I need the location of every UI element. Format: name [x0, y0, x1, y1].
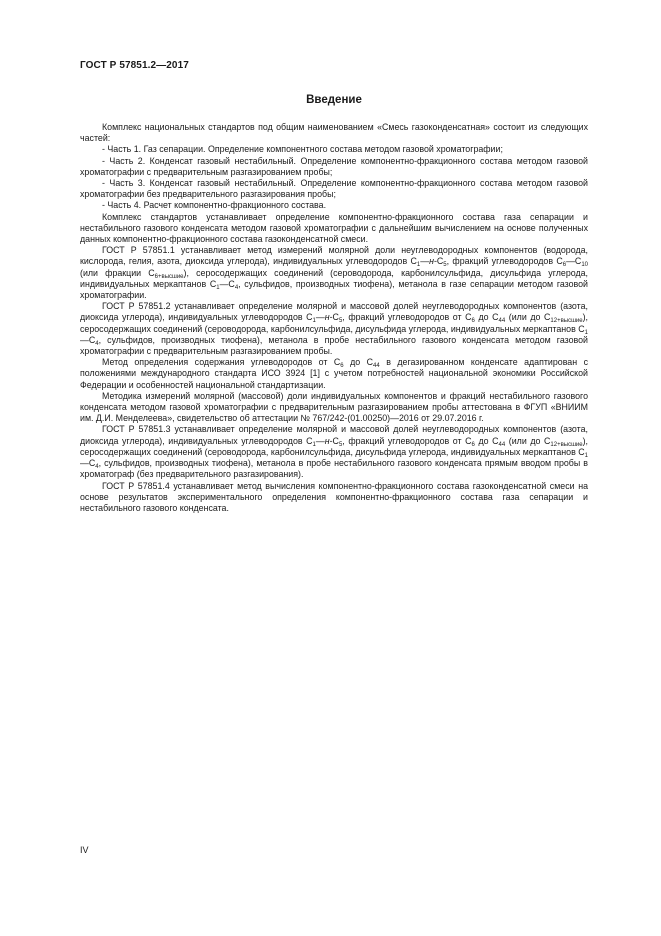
section-title: Введение — [306, 94, 362, 106]
gost-57851-1-paragraph: ГОСТ Р 57851.1 устанавливает метод измерений молярной доли неуглеводородных компонентов (водорода, кислорода, гелия, азота, диоксида углерода), индивидуальных углеводородов $С_1—н-С_5$, фракций углеводородов $С_6—С_{10}$ (или фракции $С_{6+высшие}$), серосодержащих соединений (сероводорода, карбонилсульфида, дисульфида углерода, индивидуальных меркаптанов $С_1—С_4$, сульфидов, производных тиофена), метанола в газе сепарации методом газовой хроматографии. — [80, 245, 588, 301]
methodology-paragraph: Методика измерений молярной (массовой) доли индивидуальных компонентов и фракций нестабильного газового конденсата методом газовой хроматографии с предварительным разгазированием пробы аттестована в ФГУП «ВНИИМ им. Д.И. Менделеева», свидетельство об аттестации № 767/242-(01.00250)—2016 от 29.07.2016 г. — [80, 390, 588, 424]
list-item-part-3: - Часть 3. Конденсат газовый нестабильный. Определение компонентно-фракционного состава методом газовой хроматографии без предварительного разгазирования пробы; — [80, 178, 588, 200]
gost-57851-2-paragraph: ГОСТ Р 57851.2 устанавливает определение молярной и массовой долей неуглеводородных компонентов (азота, диоксида углерода), индивидуальных углеводородов $С_1—н-С_5$, фракций углеводородов от $С_6$ до $С_{44}$ (или до $С_{12+высшие}$), серосодержащих соединений (сероводорода, карбонилсульфида, дисульфида углерода, индивидуальных меркаптанов $С_1—С_4$, сульфидов, производных тиофена), метанола в пробе нестабильного газового конденсата методом газовой хроматографии с предварительным разгазированием пробы. — [80, 301, 588, 357]
page-number: IV — [80, 845, 89, 855]
gost-57851-4-paragraph: ГОСТ Р 57851.4 устанавливает метод вычисления компонентно-фракционного состава газоконденсатной смеси на основе результатов экспериментального определения компонентно-фракционного состава газа сепарации и нестабильного газового конденсата. — [80, 480, 588, 513]
method-paragraph: Метод определения содержания углеводородов от $С_6$ до $С_{44}$ в дегазированном конденсате адаптирован с положениями международного стандарта ИСО 3924 [1] с учетом потребностей национальной экономики Российской Федерации и особенностей национальной стандартизации. — [80, 357, 588, 390]
gost-57851-3-paragraph: ГОСТ Р 57851.3 устанавливает определение молярной и массовой долей неуглеводородных компонентов (азота, диоксида углерода), индивидуальных углеводородов $С_1—н-С_5$, фракций углеводородов от $С_6$ до $С_{44}$ (или до $С_{12+высшие}$), серосодержащих соединений (сероводорода, карбонилсульфида, дисульфида углерода, индивидуальных меркаптанов $С_1—С_4$, сульфидов, производных тиофена), метанола в пробе нестабильного газового конденсата прямым вводом пробы в хроматограф (без предварительного разгазирования). — [80, 424, 588, 480]
list-item-part-1: - Часть 1. Газ сепарации. Определение компонентного состава методом газовой хроматографии; — [102, 144, 503, 155]
introduction-body — [80, 122, 588, 514]
complex-paragraph: Комплекс стандартов устанавливает определение компонентно-фракционного состава газа сепарации и нестабильного газового конденсата методом газовой хроматографии с дальнейшим вычислением на основе полученных данных компонентно-фракционного состава газоконденсатной смеси. — [80, 211, 588, 245]
list-item-part-4: - Часть 4. Расчет компонентно-фракционного состава. — [102, 200, 327, 211]
list-item-part-2: - Часть 2. Конденсат газовый нестабильный. Определение компонентно-фракционного состава методом газовой хроматографии с предварительным разгазированием пробы; — [80, 155, 588, 177]
intro-paragraph: Комплекс национальных стандартов под общим наименованием «Смесь газоконденсатная» состоит из следующих частей: — [80, 122, 588, 144]
document-code: ГОСТ Р 57851.2—2017 — [80, 60, 189, 71]
